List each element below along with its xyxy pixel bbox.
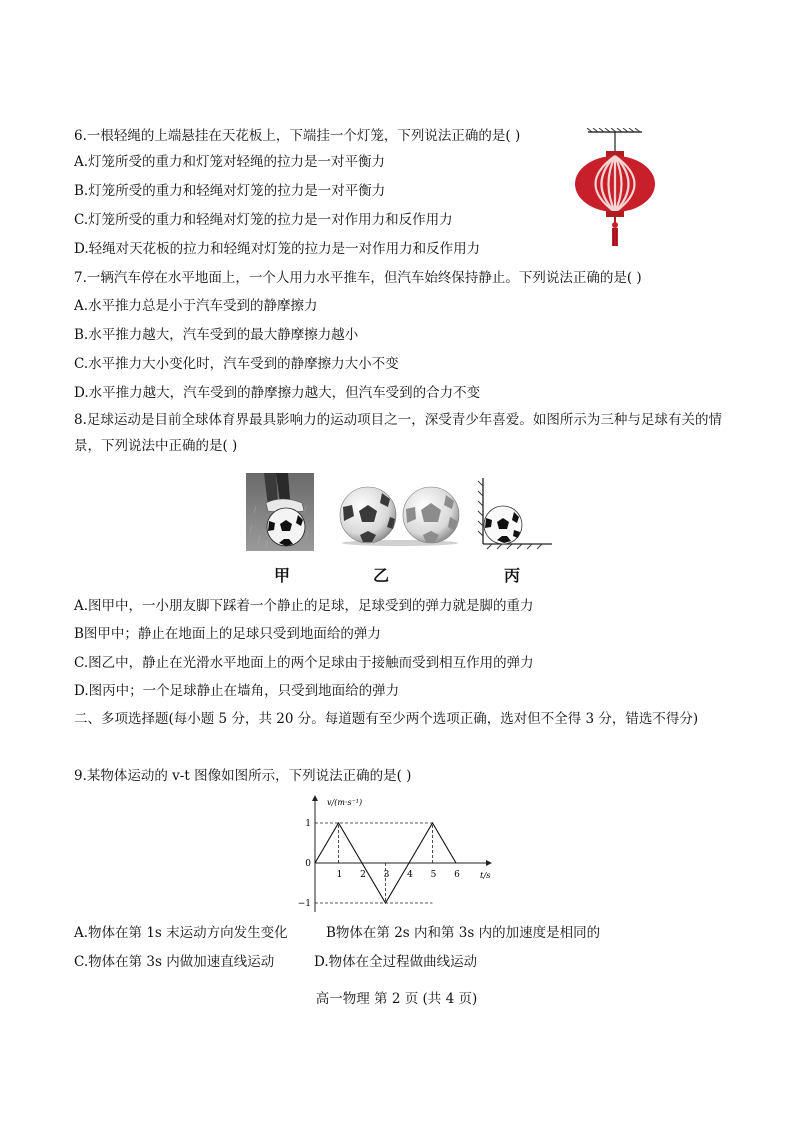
q9-option-c: C.物体在第 3s 内做加速直线运动 <box>74 954 275 970</box>
q8-option-d: D.图丙中；一个足球静止在墙角，只受到地面给的弹力 <box>74 683 400 699</box>
q6-stem: 6.一根轻绳的上端悬挂在天花板上，下端挂一个灯笼，下列说法正确的是( ) <box>74 128 521 144</box>
q9-stem: 9.某物体运动的 v-t 图像如图所示，下列说法正确的是( ) <box>74 768 412 784</box>
q6-option-b: B.灯笼所受的重力和轻绳对灯笼的拉力是一对平衡力 <box>74 183 386 199</box>
x-tick-label: 6 <box>454 870 460 880</box>
q8-option-b: B图甲中；静止在地面上的足球只受到地面给的弹力 <box>74 626 381 642</box>
q7-stem: 7.一辆汽车停在水平地面上，一个人用力水平推车，但汽车始终保持静止。下列说法正确的是( ) <box>74 270 642 286</box>
q9-option-b: B物体在第 2s 内和第 3s 内的加速度是相同的 <box>326 925 601 941</box>
q8-option-c: C.图乙中，静止在光滑水平地面上的两个足球由于接触而受到相互作用的弹力 <box>74 655 534 671</box>
q7-option-c: C.水平推力大小变化时，汽车受到的静摩擦力大小不变 <box>74 356 399 372</box>
figure-caption-jia: 甲 <box>274 566 291 585</box>
y-tick-label: −1 <box>297 899 311 909</box>
lantern-figure <box>572 128 658 250</box>
y-axis-label: v/(m·s⁻¹) <box>327 798 363 807</box>
figure-yi-photo <box>338 485 462 547</box>
x-tick-label: 0 <box>305 859 311 869</box>
x-axis-label: t/s <box>480 871 491 881</box>
x-tick-label: 4 <box>407 870 413 880</box>
y-tick-label: 1 <box>305 819 311 829</box>
x-tick-label: 1 <box>336 870 343 880</box>
section2-heading: 二、多项选择题(每小题 5 分，共 20 分。每道题有至少两个选项正确，选对但不全得 3 分，错选不得分) <box>74 711 699 727</box>
q9-option-d: D.物体在全过程做曲线运动 <box>314 954 478 970</box>
x-tick-label: 2 <box>360 870 366 880</box>
q8-option-a: A.图甲中，一小朋友脚下踩着一个静止的足球，足球受到的弹力就是脚的重力 <box>74 598 534 614</box>
figure-jia-photo <box>246 473 314 551</box>
vt-graph <box>295 790 505 914</box>
page-footer: 高一物理 第 2 页 (共 4 页) <box>315 991 478 1007</box>
x-tick-label: 5 <box>430 870 437 880</box>
q7-option-a: A.水平推力总是小于汽车受到的静摩擦力 <box>74 298 318 314</box>
q9-option-a: A.物体在第 1s 末运动方向发生变化 <box>74 925 288 941</box>
q7-option-d: D.水平推力越大，汽车受到的静摩擦力越大，但汽车受到的合力不变 <box>74 385 481 401</box>
figure-caption-yi: 乙 <box>373 566 390 585</box>
q6-option-c: C.灯笼所受的重力和轻绳对灯笼的拉力是一对作用力和反作用力 <box>74 212 453 228</box>
figure-caption-bing: 丙 <box>504 566 521 585</box>
x-tick-label: 3 <box>383 870 390 880</box>
q7-option-b: B.水平推力越大，汽车受到的最大静摩擦力越小 <box>74 327 359 343</box>
figure-bing-diagram <box>474 476 554 550</box>
q8-stem: 8.足球运动是目前全球体育界最具影响力的运动项目之一，深受青少年喜爱。如图所示为三种与足球有关的情景，下列说法中正确的是( ) <box>74 412 722 454</box>
q6-option-a: A.灯笼所受的重力和灯笼对轻绳的拉力是一对平衡力 <box>74 154 386 170</box>
q6-option-d: D.轻绳对天花板的拉力和轻绳对灯笼的拉力是一对作用力和反作用力 <box>74 241 481 257</box>
